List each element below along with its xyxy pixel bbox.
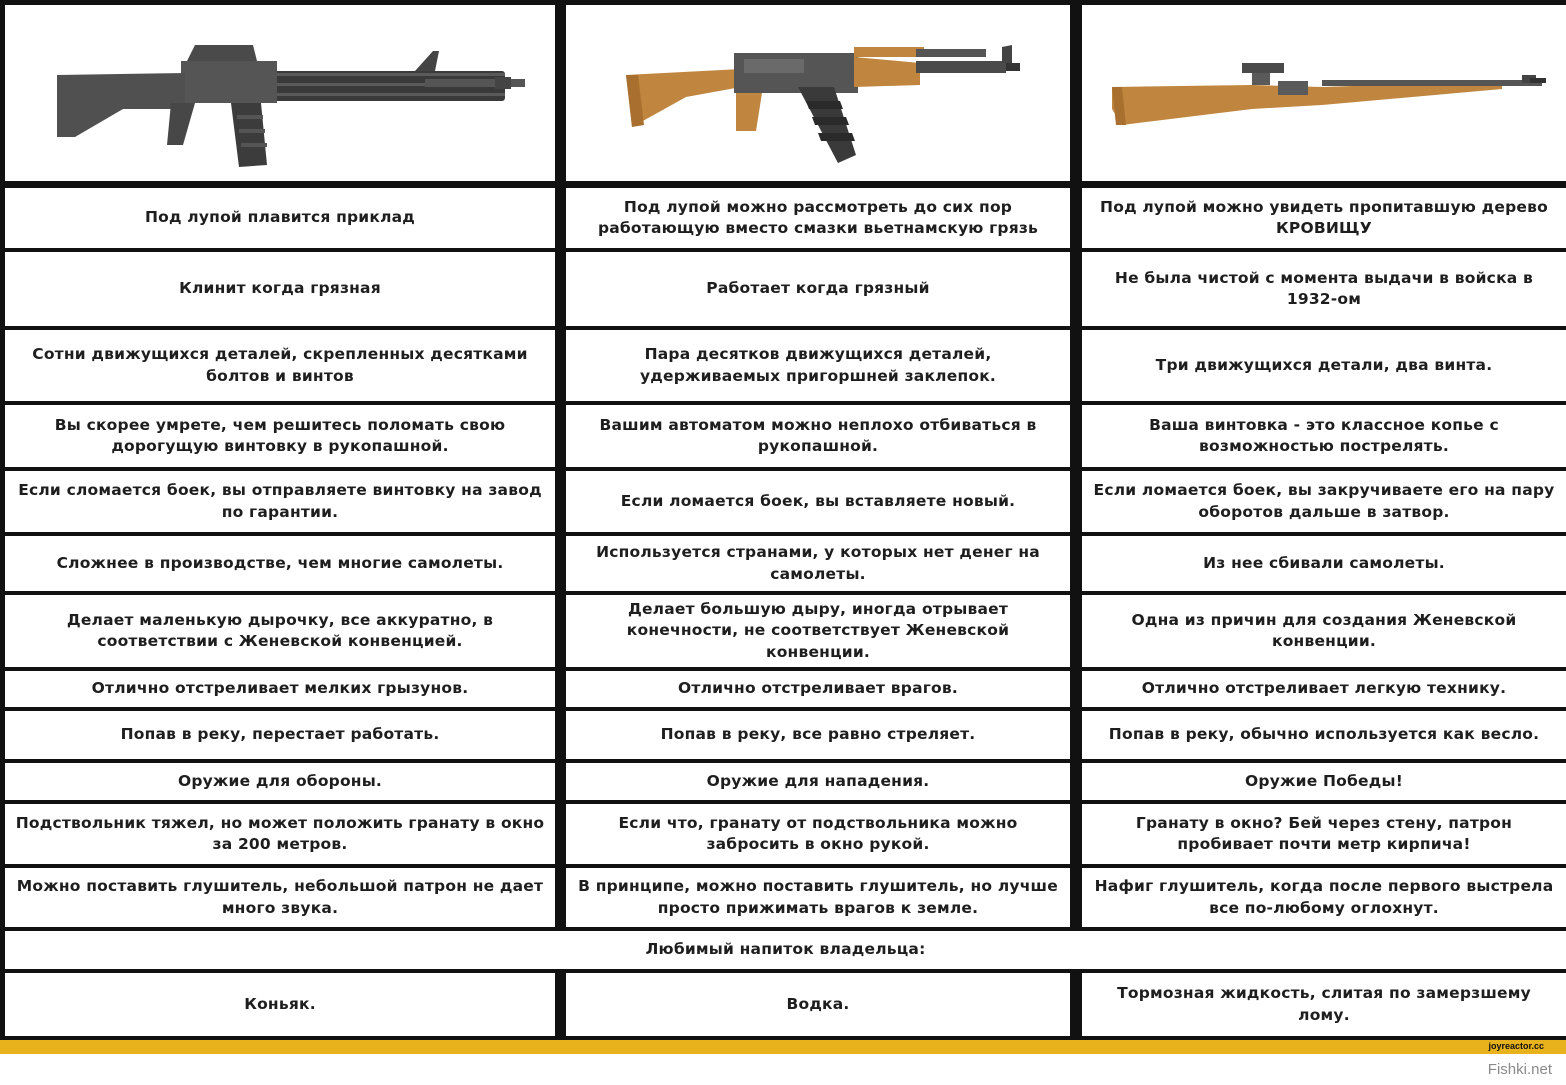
- cell-row4-mosin: Ваша винтовка - это классное копье с возможностью пострелять.: [1082, 405, 1566, 467]
- cell-row12-ak47: В принципе, можно поставить глушитель, но лучше просто прижимать врагов к земле.: [566, 868, 1070, 927]
- cell-row3-mosin: Три движущихся детали, два винта.: [1082, 330, 1566, 401]
- cell-row11-ak47: Если что, гранату от подствольника можно забросить в окно рукой.: [566, 804, 1070, 864]
- cell-row2-ak47: Работает когда грязный: [566, 252, 1070, 326]
- mosin-rifle-icon: [1082, 5, 1566, 181]
- cell-row5-ak47: Если ломается боек, вы вставляете новый.: [566, 471, 1070, 532]
- drink-mosin: Тормозная жидкость, слитая по замерзшему лому.: [1082, 973, 1566, 1036]
- cell-row8-mosin: Отлично отстреливает легкую технику.: [1082, 671, 1566, 707]
- cell-row6-mosin: Из нее сбивали самолеты.: [1082, 536, 1566, 591]
- cell-row8-m16: Отлично отстреливает мелких грызунов.: [5, 671, 555, 707]
- cell-row1-m16: Под лупой плавится приклад: [5, 188, 555, 248]
- mosin-image-cell: [1082, 5, 1566, 181]
- cell-row10-m16: Оружие для обороны.: [5, 763, 555, 800]
- drink-m16: Коньяк.: [5, 973, 555, 1036]
- cell-row7-ak47: Делает большую дыру, иногда отрывает конечности, не соответствует Женевской конвенции.: [566, 595, 1070, 667]
- ak47-image-cell: [566, 5, 1070, 181]
- drink-header: Любимый напиток владельца:: [5, 931, 1566, 969]
- cell-row11-mosin: Гранату в окно? Бей через стену, патрон пробивает почти метр кирпича!: [1082, 804, 1566, 864]
- cell-row5-mosin: Если ломается боек, вы закручиваете его на пару оборотов дальше в затвор.: [1082, 471, 1566, 532]
- cell-row4-m16: Вы скорее умрете, чем решитесь поломать свою дорогущую винтовку в рукопашной.: [5, 405, 555, 467]
- cell-row10-ak47: Оружие для нападения.: [566, 763, 1070, 800]
- m16-image-cell: [5, 5, 555, 181]
- watermark-fishki: Fishki.net: [1487, 1061, 1552, 1078]
- cell-row1-mosin: Под лупой можно увидеть пропитавшую дерево КРОВИЩУ: [1082, 188, 1566, 248]
- cell-row11-m16: Подствольник тяжел, но может положить гранату в окно за 200 метров.: [5, 804, 555, 864]
- footer-strip: [0, 1040, 1566, 1054]
- cell-row7-mosin: Одна из причин для создания Женевской конвенции.: [1082, 595, 1566, 667]
- cell-row12-m16: Можно поставить глушитель, небольшой патрон не дает много звука.: [5, 868, 555, 927]
- cell-row7-m16: Делает маленькую дырочку, все аккуратно, в соответствии с Женевской конвенцией.: [5, 595, 555, 667]
- cell-row2-mosin: Не была чистой с момента выдачи в войска в 1932-ом: [1082, 252, 1566, 326]
- cell-row9-mosin: Попав в реку, обычно используется как весло.: [1082, 711, 1566, 759]
- m16-rifle-icon: [5, 5, 555, 181]
- cell-row3-ak47: Пара десятков движущихся деталей, удерживаемых пригоршней заклепок.: [566, 330, 1070, 401]
- cell-row3-m16: Сотни движущихся деталей, скрепленных десятками болтов и винтов: [5, 330, 555, 401]
- cell-row6-m16: Сложнее в производстве, чем многие самолеты.: [5, 536, 555, 591]
- watermark-joyreactor: joyreactor.cc: [1488, 1041, 1544, 1051]
- cell-row12-mosin: Нафиг глушитель, когда после первого выстрела все по-любому оглохнут.: [1082, 868, 1566, 927]
- cell-row5-m16: Если сломается боек, вы отправляете винтовку на завод по гарантии.: [5, 471, 555, 532]
- cell-row1-ak47: Под лупой можно рассмотреть до сих пор работающую вместо смазки вьетнамскую грязь: [566, 188, 1070, 248]
- cell-row4-ak47: Вашим автоматом можно неплохо отбиваться в рукопашной.: [566, 405, 1070, 467]
- ak47-rifle-icon: [566, 5, 1070, 181]
- cell-row2-m16: Клинит когда грязная: [5, 252, 555, 326]
- cell-row8-ak47: Отлично отстреливает врагов.: [566, 671, 1070, 707]
- cell-row9-m16: Попав в реку, перестает работать.: [5, 711, 555, 759]
- cell-row9-ak47: Попав в реку, все равно стреляет.: [566, 711, 1070, 759]
- cell-row6-ak47: Используется странами, у которых нет денег на самолеты.: [566, 536, 1070, 591]
- drink-ak47: Водка.: [566, 973, 1070, 1036]
- cell-row10-mosin: Оружие Победы!: [1082, 763, 1566, 800]
